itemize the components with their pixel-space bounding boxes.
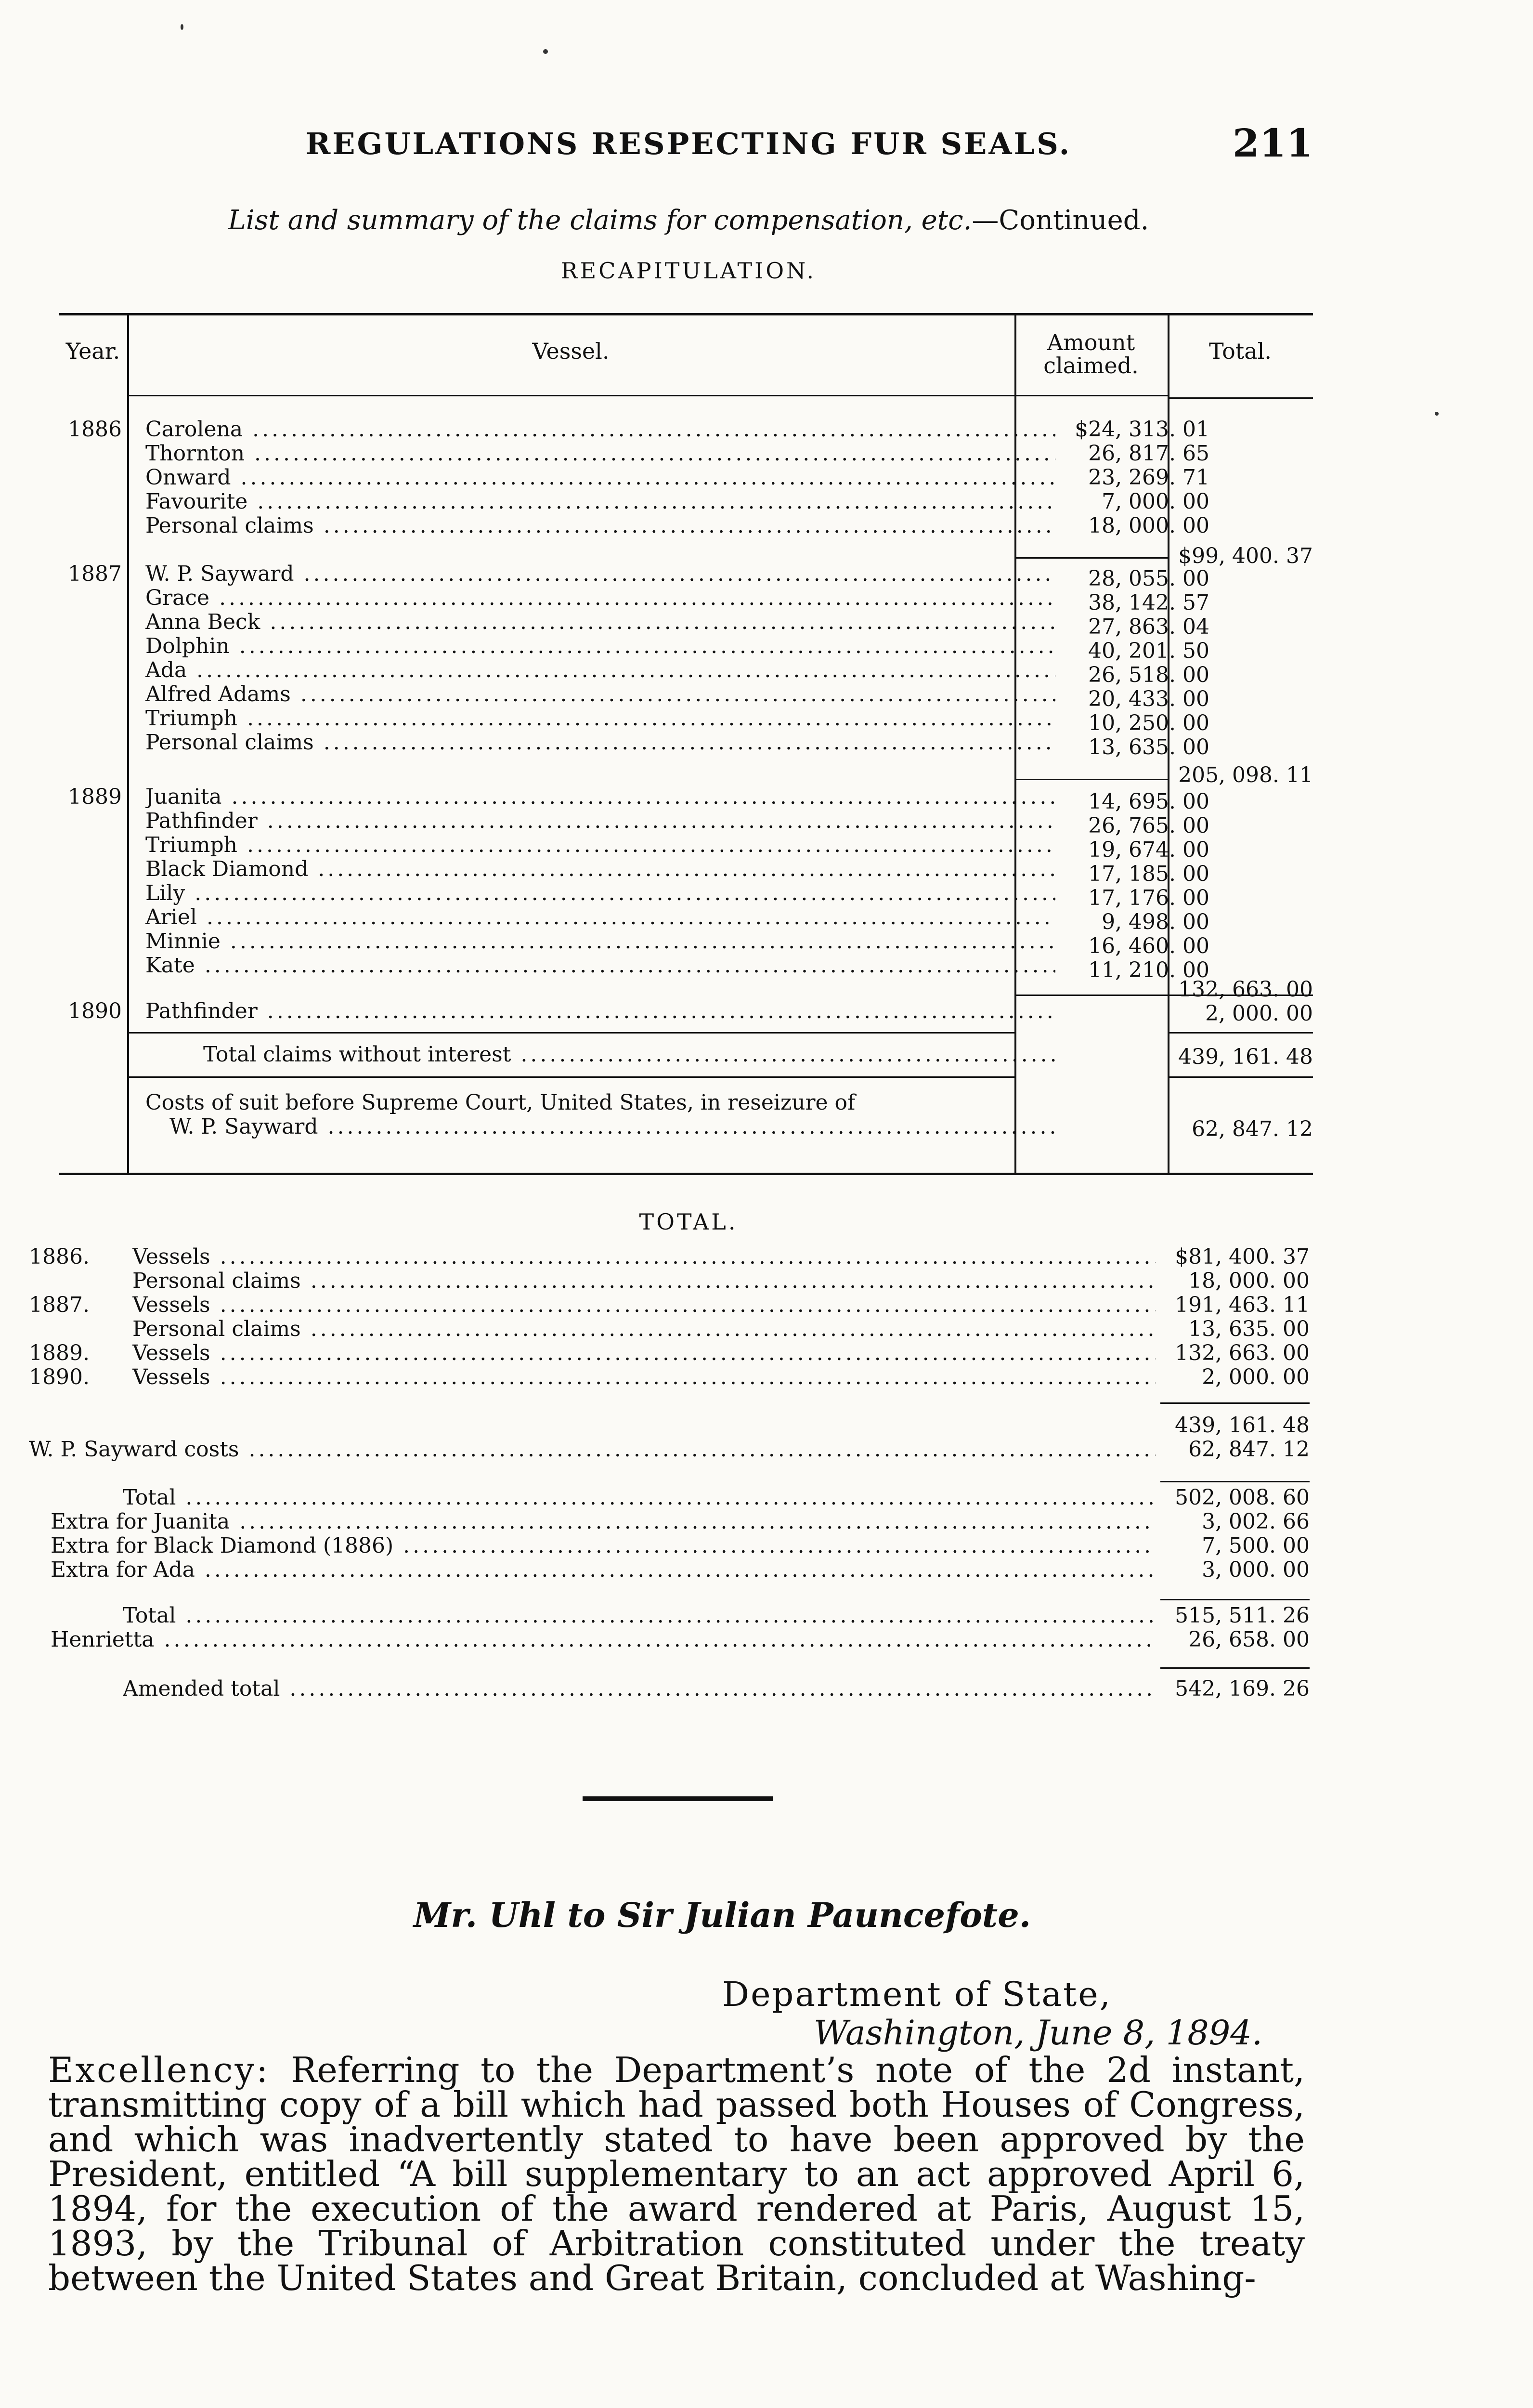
- henrietta-row: [29, 1628, 1310, 1652]
- amount-cell: 26, 765. 00: [1088, 813, 1209, 838]
- vessel-cell: Triumph .....: [145, 707, 1055, 731]
- letter-salutation: Excellency:: [48, 2050, 270, 2090]
- running-header: REGULATIONS RESPECTING FUR SEALS.: [305, 126, 1072, 161]
- total-row-year: 1886.: [29, 1244, 90, 1269]
- amount-cell: 19, 674. 00: [1088, 838, 1209, 862]
- header-year: Year.: [65, 338, 120, 364]
- amount-cell: 14, 695. 00: [1088, 789, 1209, 814]
- group-total: $99, 400. 37: [1178, 544, 1313, 568]
- vessel-cell: Kate .....: [145, 954, 1055, 978]
- print-speck: [1435, 412, 1439, 416]
- caption-continued: —Continued.: [972, 205, 1149, 236]
- caption-italic: List and summary of the claims for compensation, etc.: [228, 205, 972, 236]
- section-separator: [583, 1796, 773, 1801]
- sayward-costs-value: 62, 847. 12: [1156, 1438, 1310, 1462]
- total-row-value: 2, 000. 00: [1156, 1365, 1310, 1389]
- total-without-interest-label: Total claims without interest .....: [203, 1043, 1055, 1067]
- extra-row: [29, 1534, 1310, 1558]
- recapitulation-table: [59, 313, 1313, 1175]
- vessel-cell: Carolena .....: [145, 418, 1055, 442]
- amended-total-row: [29, 1677, 1310, 1701]
- amended-total-label: Amended total .....: [123, 1677, 1163, 1701]
- print-speck: [543, 49, 548, 54]
- vessel-cell: Triumph .....: [145, 833, 1055, 857]
- extra-row: [29, 1510, 1310, 1534]
- year-cell: 1886: [68, 417, 122, 442]
- amount-cell: 9, 498. 00: [1102, 910, 1209, 934]
- header-rule: [1168, 397, 1313, 399]
- subtotal-rule: [1014, 779, 1168, 780]
- letter-body: [48, 2050, 1305, 2298]
- total-row-value: 191, 463. 11: [1156, 1293, 1310, 1317]
- total-label: Total .....: [123, 1486, 1163, 1510]
- subtotal-row: [29, 1413, 1310, 1438]
- total-row: [29, 1486, 1310, 1510]
- total-row-label: Vessels .....: [132, 1293, 1168, 1317]
- header-rule: [127, 395, 1014, 396]
- henrietta-label: Henrietta .....: [51, 1628, 1163, 1652]
- amount-cell: 20, 433. 00: [1088, 687, 1209, 711]
- extra-row: [29, 1558, 1310, 1582]
- amount-cell: 28, 055. 00: [1088, 566, 1209, 591]
- total-row: [29, 1341, 1310, 1365]
- costs-line1: Costs of suit before Supreme Court, United States, in reseizure of: [145, 1090, 856, 1115]
- letter-place-date: Washington, June 8, 1894.: [814, 2013, 1263, 2053]
- amount-cell: $24, 313. 01: [1075, 417, 1209, 442]
- total-row-value: 18, 000. 00: [1156, 1269, 1310, 1293]
- year-cell: 1887: [68, 562, 122, 586]
- vessel-cell: Personal claims .....: [145, 731, 1055, 755]
- vessel-cell: Grace .....: [145, 586, 1055, 610]
- total-label: Total .....: [123, 1604, 1163, 1628]
- vessel-cell: Pathfinder .....: [145, 999, 1055, 1023]
- total-row: [29, 1293, 1310, 1317]
- amended-total-value: 542, 169. 26: [1156, 1677, 1310, 1701]
- recapitulation-title: RECAPITULATION.: [561, 258, 816, 284]
- group-total: 132, 663. 00: [1178, 977, 1313, 1002]
- letter-department: Department of State,: [722, 1975, 1112, 2014]
- costs-line2: W. P. Sayward .....: [169, 1115, 1055, 1139]
- total-row-label: Vessels .....: [132, 1245, 1168, 1269]
- letter-body-text: Referring to the Department’s note of the 2d instant, transmitting copy of a bill which had passed both Houses of Congress, and which was inadvertently stated to have been approved by the President, entitled “A bill supplementary to an act approved April 6, 1894, for the execution of the award rendered at Paris, August 15, 1893, by the Tribunal of Arbitration constituted under the treaty between the United States and Great Britain, concluded at Washing-: [48, 2050, 1305, 2298]
- total-row-label: Vessels .....: [132, 1365, 1168, 1389]
- amount-cell: 27, 863. 04: [1088, 615, 1209, 639]
- henrietta-value: 26, 658. 00: [1156, 1628, 1310, 1652]
- group-total: 205, 098. 11: [1178, 763, 1313, 787]
- amount-cell: 11, 210. 00: [1088, 958, 1209, 982]
- extra-label: Extra for Ada .....: [51, 1558, 1163, 1582]
- year-cell: 1889: [68, 785, 122, 809]
- header-amount-line2: claimed.: [1043, 353, 1139, 379]
- section-rule: [127, 1076, 1014, 1078]
- amount-cell: 10, 250. 00: [1088, 711, 1209, 735]
- subtotal-rule: [1014, 995, 1168, 996]
- vessel-cell: Ariel .....: [145, 905, 1055, 929]
- subtotal-value: 439, 161. 48: [1156, 1413, 1310, 1438]
- subtotal-rule: [1014, 557, 1168, 559]
- total-row-label: Vessels .....: [132, 1341, 1168, 1365]
- total-row-value: 13, 635. 00: [1156, 1317, 1310, 1341]
- extra-label: Extra for Black Diamond (1886) .....: [51, 1534, 1163, 1558]
- header-amount-line1: Amount: [1047, 329, 1135, 355]
- amount-cell: 13, 635. 00: [1088, 735, 1209, 759]
- extra-value: 7, 500. 00: [1156, 1534, 1310, 1558]
- section-rule: [1168, 1076, 1313, 1078]
- vessel-cell: Lily .....: [145, 881, 1055, 905]
- vessel-cell: Black Diamond .....: [145, 857, 1055, 881]
- letter-heading: Mr. Uhl to Sir Julian Pauncefote.: [413, 1895, 1031, 1935]
- total-value: 515, 511. 26: [1156, 1604, 1310, 1628]
- total-row: [29, 1604, 1310, 1628]
- page-number: 211: [1233, 120, 1313, 166]
- total-row: [29, 1245, 1310, 1269]
- total-row-value: 132, 663. 00: [1156, 1341, 1310, 1365]
- total-section-title: TOTAL.: [639, 1209, 738, 1235]
- table-caption: [0, 205, 1377, 236]
- vessel-cell: Ada .....: [145, 658, 1055, 682]
- vessel-cell: Minnie .....: [145, 929, 1055, 954]
- amount-cell: 23, 269. 71: [1088, 465, 1209, 490]
- section-rule: [1168, 1032, 1313, 1034]
- total-value: 502, 008. 60: [1156, 1486, 1310, 1510]
- amount-cell: 16, 460. 00: [1088, 934, 1209, 958]
- vessel-cell: Pathfinder .....: [145, 809, 1055, 833]
- total-row-label: Personal claims .....: [132, 1269, 1168, 1293]
- total-row-year: 1887.: [29, 1293, 90, 1317]
- extra-value: 3, 000. 00: [1156, 1558, 1310, 1582]
- vessel-cell: Anna Beck .....: [145, 610, 1055, 634]
- amount-cell: 26, 518. 00: [1088, 663, 1209, 687]
- extra-value: 3, 002. 66: [1156, 1510, 1310, 1534]
- costs-value: 62, 847. 12: [1192, 1117, 1313, 1141]
- amount-cell: 18, 000. 00: [1088, 513, 1209, 538]
- sum-rule: [1160, 1481, 1310, 1482]
- sayward-costs-row: [29, 1438, 1310, 1462]
- vessel-cell: Juanita .....: [145, 785, 1055, 809]
- vessel-cell: W. P. Sayward .....: [145, 562, 1055, 586]
- vessel-cell: Personal claims .....: [145, 514, 1055, 538]
- total-row-label: Personal claims .....: [132, 1317, 1168, 1341]
- sum-rule: [1160, 1402, 1310, 1404]
- group-total: 2, 000. 00: [1205, 1001, 1313, 1026]
- amount-cell: 26, 817. 65: [1088, 441, 1209, 466]
- total-row: [29, 1365, 1310, 1389]
- total-row-year: 1890.: [29, 1365, 90, 1389]
- vessel-cell: Thornton .....: [145, 442, 1055, 466]
- header-rule: [1014, 395, 1168, 396]
- column-rule: [127, 315, 129, 1173]
- total-row: [29, 1317, 1310, 1341]
- amount-cell: 17, 185. 00: [1088, 862, 1209, 886]
- sum-rule: [1160, 1599, 1310, 1600]
- year-cell: 1890: [68, 999, 122, 1023]
- extra-label: Extra for Juanita .....: [51, 1510, 1163, 1534]
- amount-cell: 40, 201. 50: [1088, 639, 1209, 663]
- header-vessel: Vessel.: [532, 338, 610, 364]
- print-speck: [181, 24, 183, 30]
- vessel-cell: Alfred Adams .....: [145, 682, 1055, 707]
- amount-cell: 38, 142. 57: [1088, 590, 1209, 615]
- vessel-cell: Onward .....: [145, 466, 1055, 490]
- sum-rule: [1160, 1667, 1310, 1669]
- total-row: [29, 1269, 1310, 1293]
- amount-cell: 7, 000. 00: [1102, 489, 1209, 514]
- header-total: Total.: [1208, 338, 1272, 364]
- amount-cell: 17, 176. 00: [1088, 886, 1209, 910]
- sayward-costs-label: W. P. Sayward costs .....: [29, 1438, 1160, 1462]
- section-rule: [127, 1032, 1014, 1034]
- total-row-year: 1889.: [29, 1341, 90, 1365]
- total-without-interest-value: 439, 161. 48: [1178, 1045, 1313, 1069]
- vessel-cell: Favourite .....: [145, 490, 1055, 514]
- total-row-value: $81, 400. 37: [1156, 1245, 1310, 1269]
- vessel-cell: Dolphin .....: [145, 634, 1055, 658]
